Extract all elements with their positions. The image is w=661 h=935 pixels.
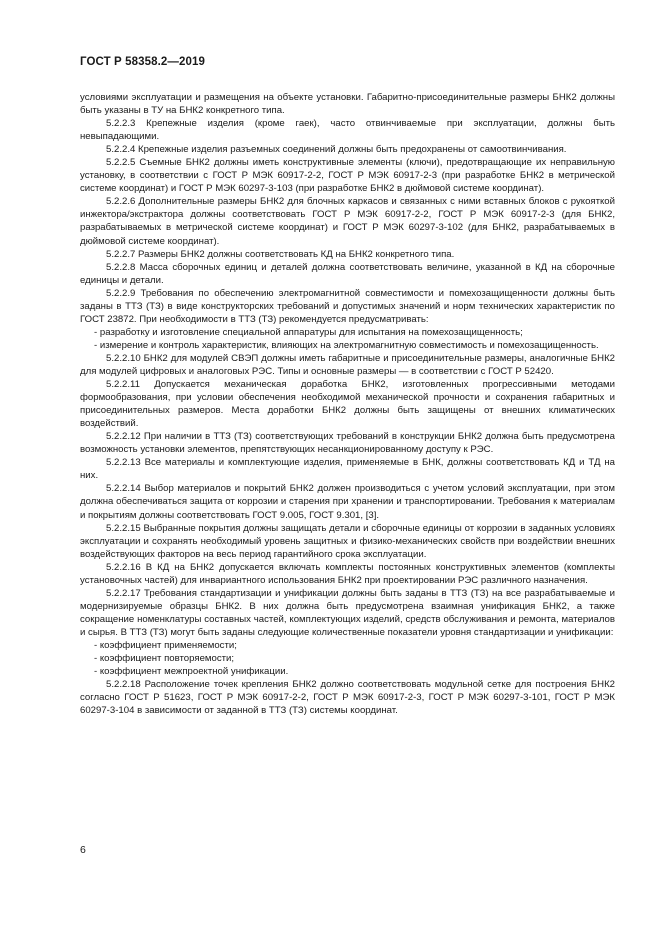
list-item: - коэффициент повторяемости; (80, 652, 615, 665)
paragraph-5-2-2-11: 5.2.2.11 Допускается механическая доработка БНК2, изготовленных прогрессивными методами формообразования, при условии обеспечения необходимой механической прочности и сохранения габаритных и присоединительных размеров. Места доработки БНК2 должны быть защищены от внешних климатических воздействий. (80, 379, 615, 430)
paragraph-5-2-2-10: 5.2.2.10 БНК2 для модулей СВЭП должны иметь габаритные и присоединительные размеры, аналогичные БНК2 для модулей цифровых и аналоговых РЭС. Типы и основные размеры — в соответствии с ГОСТ Р 52420. (80, 352, 615, 377)
paragraph-5-2-2-16: 5.2.2.16 В КД на БНК2 допускается включать комплекты постоянных конструктивных элементов (комплекты установочных частей) для инвариантного использования БНК2 при проектировании РЭС различного назначения. (80, 561, 615, 586)
list-item: - разработку и изготовление специальной аппаратуры для испытания на помехозащищенность; (80, 326, 615, 339)
paragraph-5-2-2-6: 5.2.2.6 Дополнительные размеры БНК2 для блочных каркасов и связанных с ними вставных блоков с рукояткой инжектора/экстрактора должны соответствовать ГОСТ Р МЭК 60917-2-2, ГОСТ Р МЭК 60917-2-3 (для БНК2, разрабатываемых в метрической системе координат) и ГОСТ Р МЭК 60297-3-102 (для БНК2, разрабатываемых в дюймовой системе координат). (80, 196, 615, 247)
paragraph-5-2-2-8: 5.2.2.8 Масса сборочных единиц и деталей должна соответствовать величине, указанной в КД на сборочные единицы и детали. (80, 261, 615, 286)
paragraph-continuation: условиями эксплуатации и размещения на объекте установки. Габаритно-присоединительные размеры БНК2 должны быть указаны в ТУ на БНК2 конкретного типа. (80, 92, 615, 117)
paragraph-5-2-2-5: 5.2.2.5 Съемные БНК2 должны иметь конструктивные элементы (ключи), предотвращающие их неправильную установку, в соответствии с ГОСТ Р МЭК 60917-2-2, ГОСТ Р МЭК 60917-2-3 (при разработке БНК2 в метрической системе координат) и ГОСТ Р МЭК 60297-3-103 (при разработке БНК2 в дюймовой системе координат). (80, 157, 615, 195)
paragraph-5-2-2-14: 5.2.2.14 Выбор материалов и покрытий БНК2 должен производиться с учетом условий эксплуатации, при этом должна обеспечиваться защита от коррозии и старения при хранении и транспортировании. Требования к материалам и покрытиям должны соответствовать ГОСТ 9.005, ГОСТ 9.301, [3]. (80, 483, 615, 521)
paragraph-5-2-2-3: 5.2.2.3 Крепежные изделия (кроме гаек), часто отвинчиваемые при эксплуатации, должны быть невыпадающими. (80, 118, 615, 143)
paragraph-5-2-2-18: 5.2.2.18 Расположение точек крепления БНК2 должно соответствовать модульной сетке для построения БНК2 согласно ГОСТ Р 51623, ГОСТ Р МЭК 60917-2-2, ГОСТ Р МЭК 60917-2-3, ГОСТ Р МЭК 60297-3-101, ГОСТ Р МЭК 60297-3-104 в зависимости от заданной в ТТЗ (ТЗ) системы координат. (80, 679, 615, 717)
paragraph-5-2-2-13: 5.2.2.13 Все материалы и комплектующие изделия, применяемые в БНК, должны соответствовать КД и ТД на них. (80, 457, 615, 482)
unification-indicators-list (80, 639, 615, 678)
list-item: - коэффициент межпроектной унификации. (80, 665, 615, 678)
paragraph-5-2-2-15: 5.2.2.15 Выбранные покрытия должны защищать детали и сборочные единицы от коррозии в заданных условиях эксплуатации и сохранять необходимый уровень защитных и физико-механических свойств при воздействии внешних воздействующих факторов на весь период гарантийного срока эксплуатации. (80, 522, 615, 560)
paragraph-5-2-2-7: 5.2.2.7 Размеры БНК2 должны соответствовать КД на БНК2 конкретного типа. (106, 248, 455, 260)
document-body (80, 91, 615, 717)
emc-requirements-list (80, 326, 615, 352)
paragraph-5-2-2-12: 5.2.2.12 При наличии в ТТЗ (ТЗ) соответствующих требований в конструкции БНК2 должна быть предусмотрена возможность установки элементов, препятствующих несанкционированному доступу к РЭС. (80, 431, 615, 456)
page-number: 6 (80, 844, 86, 856)
paragraph-5-2-2-9: 5.2.2.9 Требования по обеспечению электромагнитной совместимости и помехозащищенности должны быть заданы в ТТЗ (ТЗ) в виде конструкторских требований и допустимых значений и норм технических характеристик по ГОСТ 23872. При необходимости в ТТЗ (ТЗ) рекомендуется предусматривать: (80, 287, 615, 325)
list-item: - измерение и контроль характеристик, влияющих на электромагнитную совместимость и помехозащищенность. (80, 339, 615, 352)
list-item: - коэффициент применяемости; (80, 639, 615, 652)
paragraph-5-2-2-17: 5.2.2.17 Требования стандартизации и унификации должны быть заданы в ТТЗ (ТЗ) на все разрабатываемые и модернизируемые образцы БНК2. В них должна быть предусмотрена взаимная унификация БНК2, а также сокращение номенклатуры составных частей, комплектующих изделий, средств обслуживания и ремонта, материалов и сырья. В ТТЗ (ТЗ) могут быть заданы следующие количественные показатели уровня стандартизации и унификации: (80, 587, 615, 638)
document-header: ГОСТ Р 58358.2—2019 (80, 56, 205, 68)
paragraph-5-2-2-4: 5.2.2.4 Крепежные изделия разъемных соединений должны быть предохранены от самоотвинчивания. (106, 144, 567, 156)
